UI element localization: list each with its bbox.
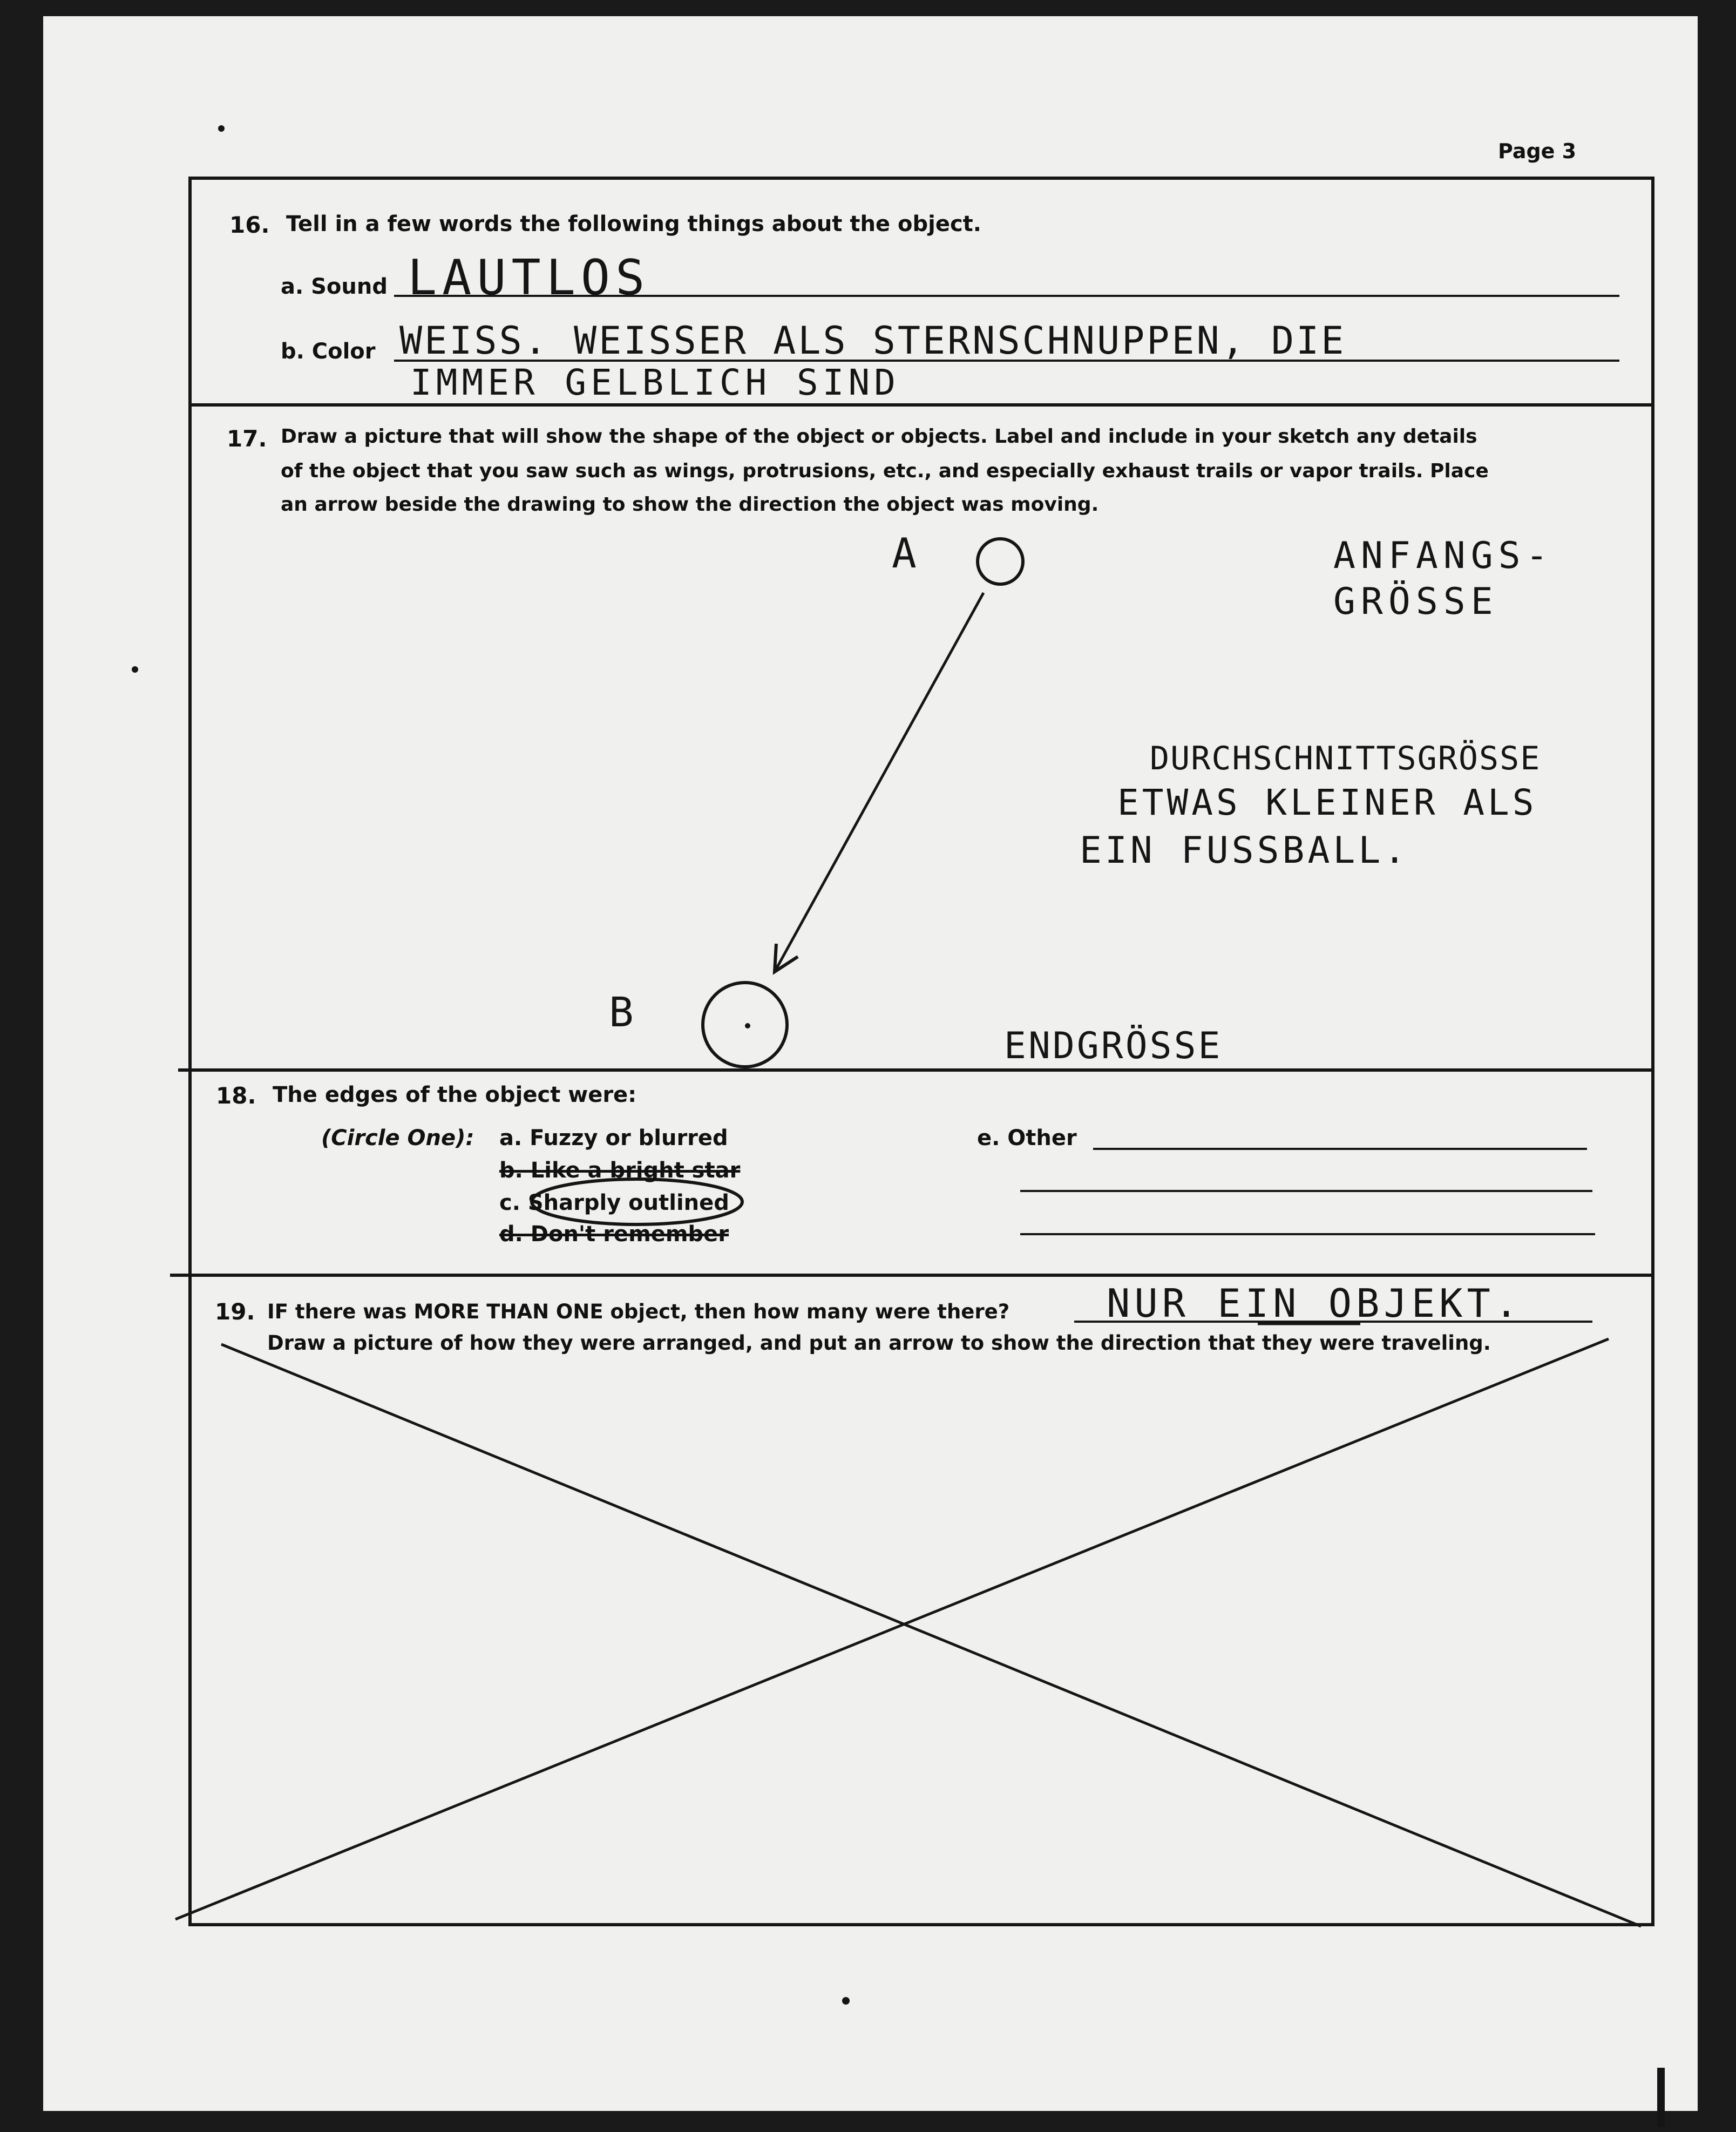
- average-size-label-line1: DURCHSCHNITTSGRÖSSE: [1150, 740, 1541, 777]
- object-circle-b-center: [745, 1023, 750, 1028]
- average-size-label-line3: EIN FUSSBALL.: [1080, 829, 1409, 872]
- cross-out-line-2: [175, 1339, 1609, 1919]
- q17-question-line3: an arrow beside the drawing to show the direction the object was moving.: [281, 493, 1099, 516]
- q19-number: 19.: [215, 1298, 255, 1325]
- q17-number: 17.: [227, 425, 267, 452]
- page-number: Page 3: [1498, 139, 1577, 163]
- q16-color-answer-line1: WEISS. WEISSER ALS STERNSCHNUPPEN, DIE: [399, 319, 1346, 363]
- object-circle-a: [978, 539, 1023, 584]
- point-a-label: A: [892, 529, 922, 577]
- initial-size-label-line2: GRÖSSE: [1333, 580, 1498, 623]
- q18-option-c: c. Sharply outlined: [499, 1190, 729, 1215]
- q16-number: 16.: [229, 212, 270, 238]
- q19-question-line2: Draw a picture of how they were arranged, and put an arrow to show the direction that they were traveling.: [267, 1331, 1491, 1355]
- q18-other-label: e. Other: [977, 1126, 1077, 1150]
- trajectory-line: [775, 593, 984, 972]
- q17-question-line1: Draw a picture that will show the shape of the object or objects. Label and include in your sketch any details: [281, 425, 1477, 448]
- q18-question: The edges of the object were:: [273, 1082, 637, 1107]
- point-b-label: B: [609, 988, 639, 1036]
- final-size-label: ENDGRÖSSE: [1004, 1025, 1223, 1067]
- average-size-label-line2: ETWAS KLEINER ALS: [1117, 782, 1537, 823]
- q16-sound-answer: LAUTLOS: [408, 249, 650, 306]
- initial-size-label-line1: ANFANGS-: [1333, 534, 1554, 577]
- q16-sound-label: a. Sound: [281, 274, 388, 299]
- scan-speck: [218, 125, 225, 132]
- q17-question-line2: of the object that you saw such as wings, protrusions, etc., and especially exhaust trails or vapor trails. Place: [281, 460, 1489, 482]
- q18-number: 18.: [216, 1082, 256, 1109]
- q18-circle-one: (Circle One):: [321, 1126, 474, 1150]
- q18-option-b: b. Like a bright star: [499, 1158, 741, 1183]
- q18-option-a: a. Fuzzy or blurred: [499, 1126, 728, 1150]
- scan-speck: [132, 666, 138, 673]
- q19-answer: NUR EIN OBJEKT.: [1107, 1281, 1523, 1326]
- scan-mark: [1657, 2068, 1665, 2127]
- scan-speck: [842, 1997, 850, 2005]
- object-circle-b: [703, 983, 787, 1067]
- q18-option-d: d. Don't remember: [499, 1222, 729, 1247]
- q16-color-label: b. Color: [281, 339, 376, 364]
- cross-out-line-1: [221, 1344, 1641, 1926]
- q16-question: Tell in a few words the following things about the object.: [286, 212, 981, 236]
- q16-color-answer-line2: IMMER GELBLICH SIND: [410, 362, 900, 403]
- q19-question-line1: IF there was MORE THAN ONE object, then how many were there?: [267, 1300, 1010, 1323]
